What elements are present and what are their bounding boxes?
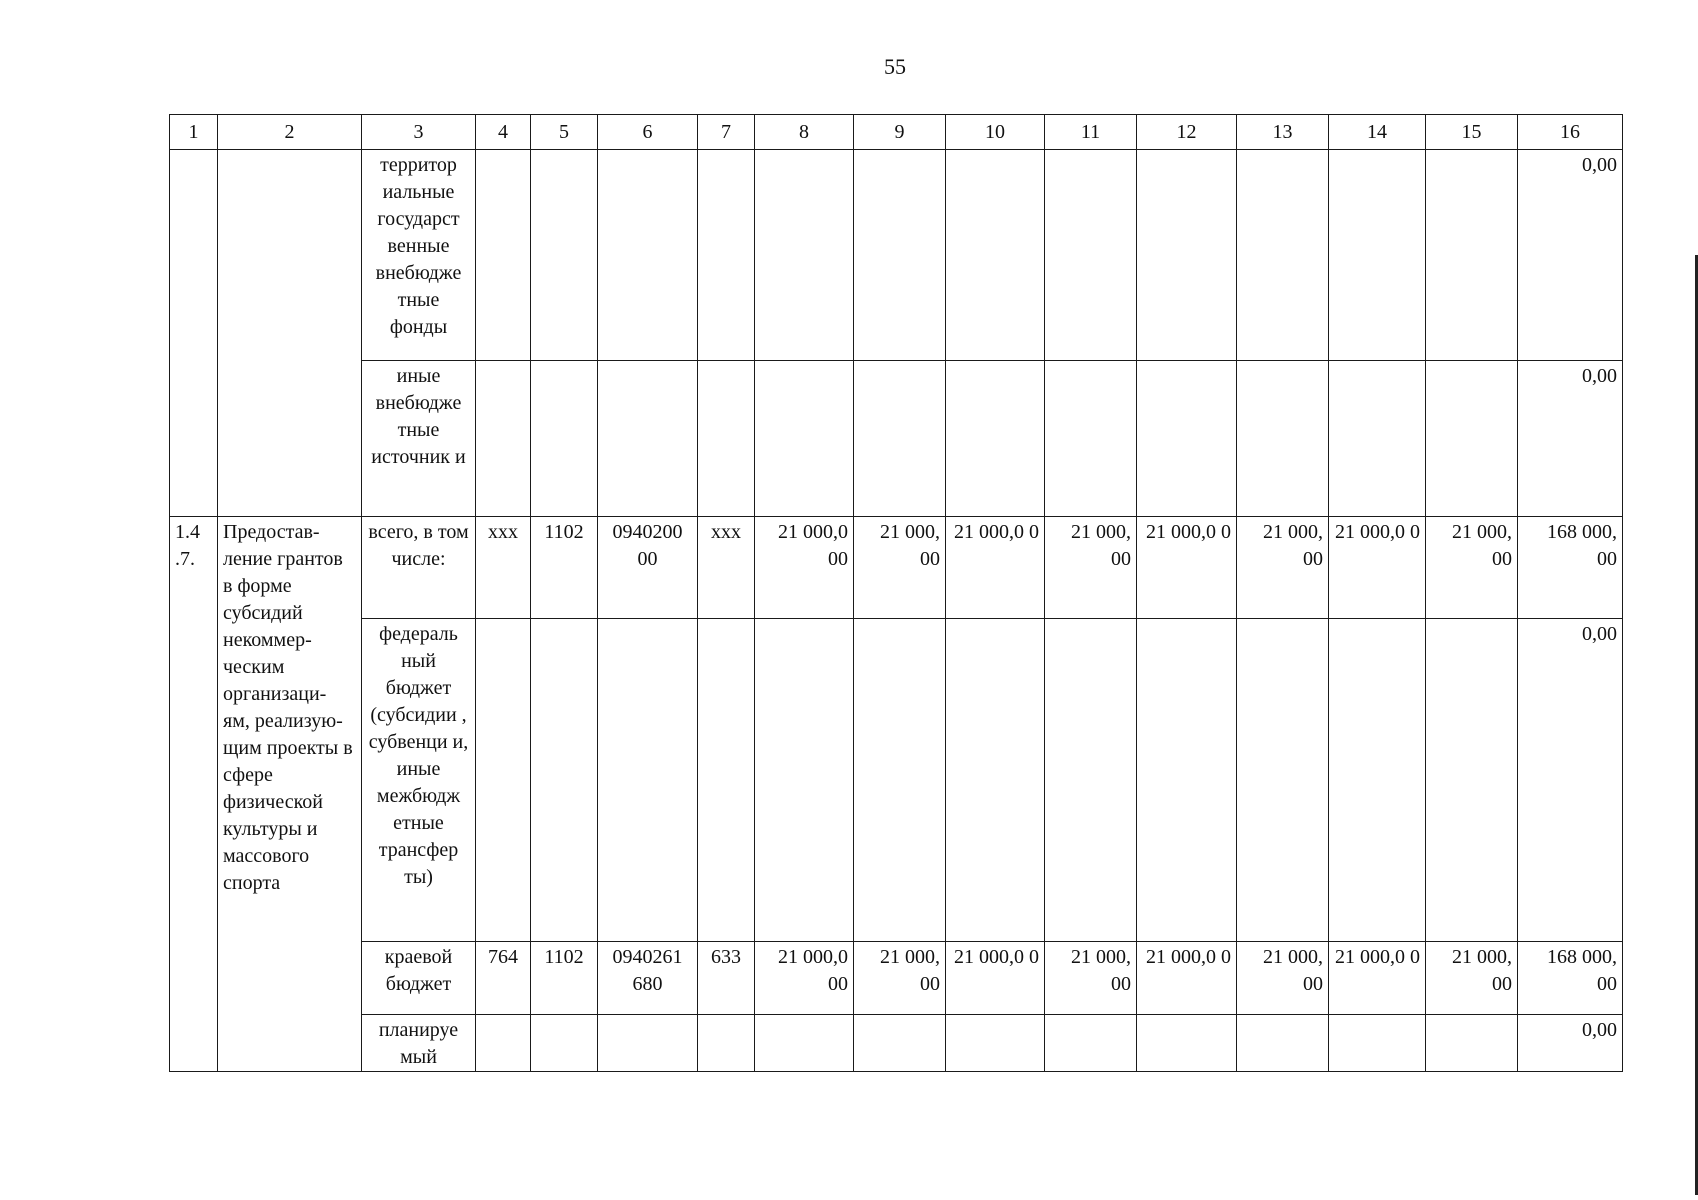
column-header: 13 xyxy=(1237,115,1329,150)
empty-cell xyxy=(218,150,362,517)
table-row-territorial-funds xyxy=(170,150,1623,361)
column-header: 5 xyxy=(531,115,598,150)
value-cell: 764 xyxy=(476,942,531,1015)
total-cell: 0,00 xyxy=(1518,361,1623,517)
value-cell: 21 000,0 0 xyxy=(1137,517,1237,619)
value-cell: 21 000, 00 xyxy=(1045,517,1137,619)
column-header: 12 xyxy=(1137,115,1237,150)
column-header: 3 xyxy=(362,115,476,150)
value-cell: 21 000, 00 xyxy=(1237,517,1329,619)
column-header: 1 xyxy=(170,115,218,150)
funding-source-cell: краевой бюджет xyxy=(362,942,476,1015)
budget-table xyxy=(169,114,1623,1072)
column-header: 10 xyxy=(946,115,1045,150)
funding-source-cell: планируе мый xyxy=(362,1015,476,1072)
value-cell: 21 000,0 00 xyxy=(755,517,854,619)
value-cell: 21 000, 00 xyxy=(1426,942,1518,1015)
value-cell: 21 000, 00 xyxy=(1045,942,1137,1015)
total-cell: 168 000, 00 xyxy=(1518,942,1623,1015)
column-header: 6 xyxy=(598,115,698,150)
table-header-row xyxy=(170,115,1623,150)
value-cell: 21 000, 00 xyxy=(854,517,946,619)
value-cell: 21 000, 00 xyxy=(1237,942,1329,1015)
item-name-cell: Предостав- ление грантов в форме субсидий некоммер- ческим организаци- ям, реализую- щим проекты в сфере физической культуры и массового спорта xyxy=(218,517,362,1072)
column-header: 7 xyxy=(698,115,755,150)
total-cell: 0,00 xyxy=(1518,619,1623,942)
funding-source-cell: федераль ный бюджет (субсидии , субвенци и, иные межбюдж етные трансфер ты) xyxy=(362,619,476,942)
value-cell: 0940261 680 xyxy=(598,942,698,1015)
item-number-cell: 1.4 .7. xyxy=(170,517,218,1072)
empty-cell xyxy=(170,150,218,517)
value-cell: 21 000, 00 xyxy=(854,942,946,1015)
value-cell: 21 000,0 0 xyxy=(1329,517,1426,619)
value-cell: ххх xyxy=(476,517,531,619)
value-cell: 21 000, 00 xyxy=(1426,517,1518,619)
table-row-regional xyxy=(170,942,1623,1015)
value-cell: 21 000,0 0 xyxy=(1137,942,1237,1015)
table-row-item-total xyxy=(170,517,1623,619)
funding-source-cell: иные внебюдже тные источник и xyxy=(362,361,476,517)
column-header: 4 xyxy=(476,115,531,150)
total-cell: 168 000, 00 xyxy=(1518,517,1623,619)
column-header: 11 xyxy=(1045,115,1137,150)
table-row-other-sources xyxy=(170,361,1623,517)
value-cell: 0940200 00 xyxy=(598,517,698,619)
value-cell: 21 000,0 0 xyxy=(946,942,1045,1015)
value-cell: 21 000,0 0 xyxy=(1329,942,1426,1015)
page-number: 55 xyxy=(884,54,906,79)
column-header: 2 xyxy=(218,115,362,150)
total-cell: 0,00 xyxy=(1518,1015,1623,1072)
value-cell: 21 000,0 00 xyxy=(755,942,854,1015)
funding-source-cell: всего, в том числе: xyxy=(362,517,476,619)
column-header: 16 xyxy=(1518,115,1623,150)
column-header: 9 xyxy=(854,115,946,150)
value-cell: 21 000,0 0 xyxy=(946,517,1045,619)
column-header: 14 xyxy=(1329,115,1426,150)
column-header: 15 xyxy=(1426,115,1518,150)
table-row-federal xyxy=(170,619,1623,942)
column-header: 8 xyxy=(755,115,854,150)
funding-source-cell: территор иальные государст венные внебюдже тные фонды xyxy=(362,150,476,361)
value-cell: 633 xyxy=(698,942,755,1015)
total-cell: 0,00 xyxy=(1518,150,1623,361)
value-cell: 1102 xyxy=(531,942,598,1015)
value-cell: 1102 xyxy=(531,517,598,619)
value-cell: ххх xyxy=(698,517,755,619)
table-row-planned xyxy=(170,1015,1623,1072)
